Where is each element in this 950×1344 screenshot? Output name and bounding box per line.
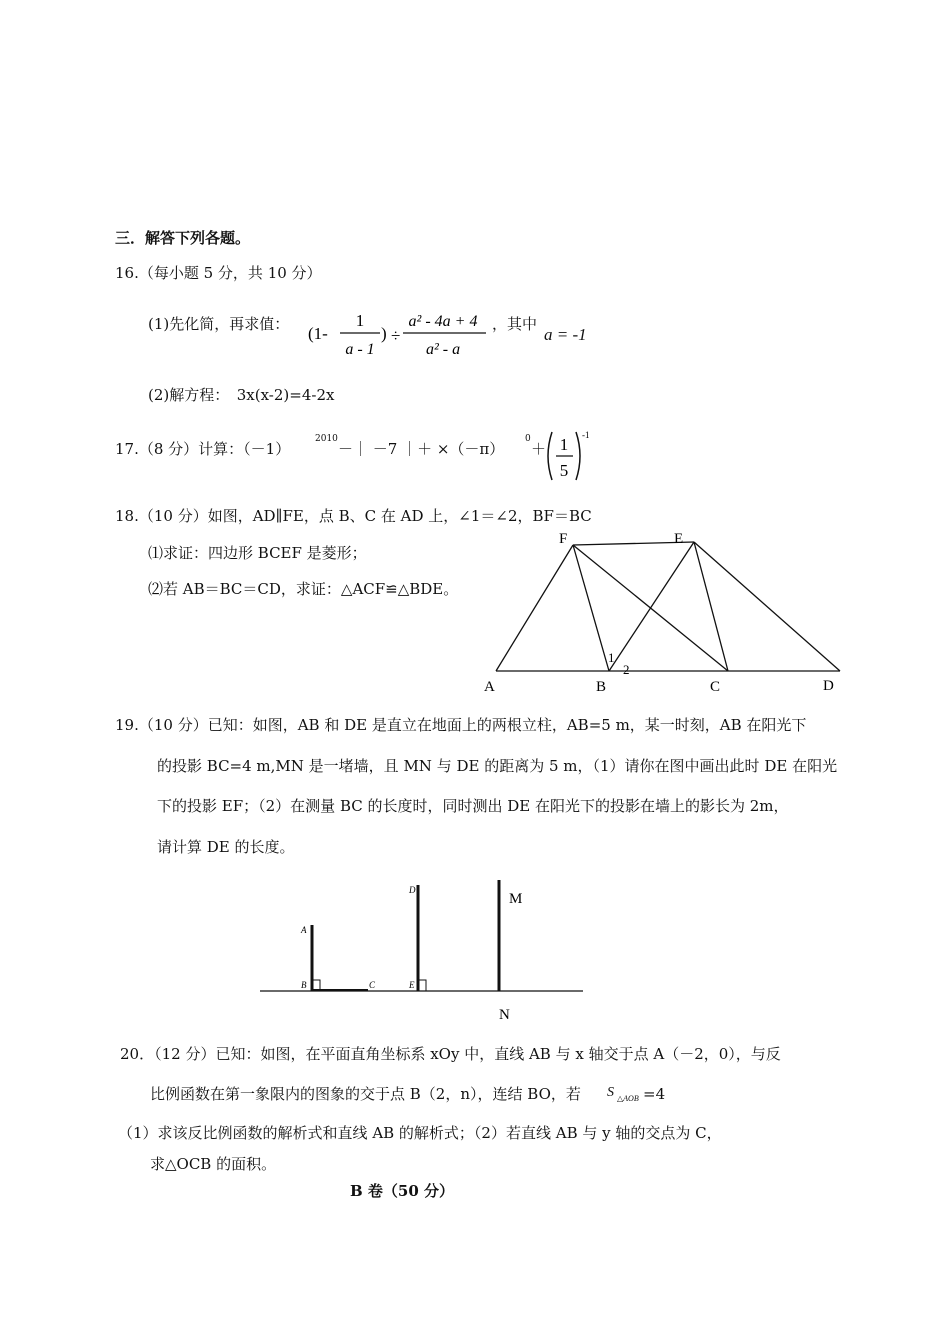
frac2-den: a² - a <box>425 341 461 358</box>
label-D: D <box>823 678 834 694</box>
right-paren <box>576 432 580 480</box>
label-B: B <box>301 980 307 990</box>
exp-neg1: -1 <box>582 430 590 440</box>
q17-exp-2010: 2010 <box>315 434 338 444</box>
expr-div: ÷ <box>391 326 401 345</box>
frac-den: 5 <box>559 461 569 480</box>
q16-part2: (2)解方程： 3x(x-2)=4-2x <box>148 386 335 404</box>
q17-text-c: ＋ <box>531 440 547 458</box>
q18-p1: ⑴求证：四边形 BCEF 是菱形； <box>148 544 367 562</box>
label-E: E <box>674 531 684 547</box>
angle-2: 2 <box>623 662 630 677</box>
label-E: E <box>409 980 415 990</box>
q20-s-subscript: △AOB <box>617 1094 639 1103</box>
q20-s-symbol: S <box>607 1085 614 1100</box>
frac2-num: a² - 4a + 4 <box>408 313 478 330</box>
angle-1: 1 <box>608 650 615 665</box>
label-N: N <box>499 1007 510 1023</box>
q20-line3: （1）求该反比例函数的解析式和直线 AB 的解析式；（2）若直线 AB 与 y 轴的交点为 C， <box>118 1124 722 1142</box>
frac1-den: a - 1 <box>345 341 375 358</box>
label-D: D <box>409 885 416 895</box>
frac-num: 1 <box>559 435 569 454</box>
q20-line1: 20．（12 分）已知：如图，在平面直角坐标系 xOy 中，直线 AB 与 x 轴交于点 A（－2，0），与反 <box>120 1045 781 1063</box>
q17-text-a: 17.（8 分）计算：（－1） <box>115 440 291 458</box>
q19-line4: 请计算 DE 的长度。 <box>157 838 295 856</box>
q17-exp-0: 0 <box>525 434 531 444</box>
label-C: C <box>369 980 376 990</box>
label-M: M <box>509 891 523 907</box>
q16-part1-label: (1)先化简，再求值： <box>148 315 290 333</box>
segment-BE <box>609 542 694 671</box>
q19-line3: 下的投影 EF；（2）在测量 BC 的长度时，同时测出 DE 在阳光下的投影在墙上的影长为 2m， <box>157 797 789 815</box>
expr-close: ) <box>381 324 387 343</box>
q18-p2: ⑵若 AB＝BC＝CD，求证：△ACF≌△BDE。 <box>148 580 459 598</box>
label-A: A <box>301 925 307 935</box>
q20-line2a: 比例函数在第一象限内的图象的交于点 B（2，n），连结 BO，若 <box>150 1085 581 1103</box>
q19-line2: 的投影 BC=4 m,MN 是一堵墙，且 MN 与 DE 的距离为 5 m，（1）请你在图中画出此时 DE 在阳光 <box>157 757 838 775</box>
q19-line1: 19.（10 分）已知：如图，AB 和 DE 是直立在地面上的两根立柱，AB=5 m，某一时刻，AB 在阳光下 <box>115 716 807 734</box>
segment-FB <box>573 545 609 671</box>
q18-figure <box>470 525 850 700</box>
section-title: 三．解答下列各题。 <box>115 229 251 247</box>
segment-EC <box>694 542 728 671</box>
q20-line2b: =4 <box>643 1085 666 1103</box>
label-F: F <box>559 531 568 547</box>
left-paren <box>548 432 552 480</box>
q16-header: 16.（每小题 5 分，共 10 分） <box>115 264 322 282</box>
q20-line4: 求△OCB 的面积。 <box>150 1155 277 1173</box>
q19-figure <box>255 875 595 1025</box>
frac1-num: 1 <box>355 311 365 330</box>
expr-open: (1- <box>308 324 328 343</box>
q17-text-b: －｜ －7 ｜＋ ×（－π） <box>338 440 505 458</box>
q16-where-value: a = -1 <box>544 325 587 344</box>
segment-AF <box>496 545 573 671</box>
q16-where-label: ，其中 <box>492 315 538 333</box>
label-C: C <box>710 679 721 695</box>
label-B: B <box>596 679 607 695</box>
label-A: A <box>484 679 495 695</box>
q17-fraction <box>542 428 592 484</box>
segment-ED <box>694 542 840 671</box>
q18-header: 18.（10 分）如图，AD∥FE，点 B、C 在 AD 上，∠1＝∠2，BF＝BC <box>115 507 592 525</box>
section-b-title: B 卷（50 分） <box>350 1182 454 1200</box>
